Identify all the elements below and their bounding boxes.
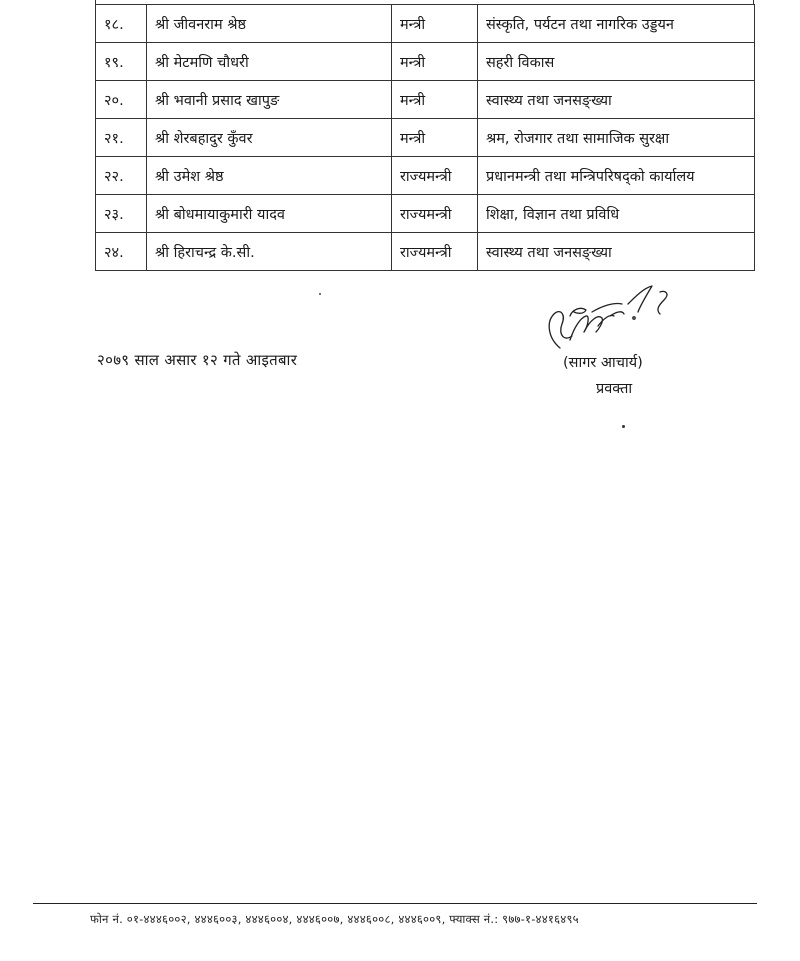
- ministry-name: श्रम, रोजगार तथा सामाजिक सुरक्षा: [478, 119, 755, 157]
- scan-speck: [622, 425, 625, 428]
- scan-speck: [319, 293, 321, 295]
- row-number: २४.: [96, 233, 147, 271]
- minister-name: श्री बोधमायाकुमारी यादव: [147, 195, 392, 233]
- signature-icon: [540, 280, 680, 360]
- footer-divider: [33, 903, 757, 904]
- table-row: [96, 5, 755, 43]
- signatory-title: प्रवक्ता: [596, 381, 633, 397]
- table-row: [96, 233, 755, 271]
- document-date: २०७९ साल असार १२ गते आइतबार: [97, 351, 298, 369]
- ministry-name: स्वास्थ्य तथा जनसङ्ख्या: [478, 81, 755, 119]
- table-row: [96, 195, 755, 233]
- row-number: २२.: [96, 157, 147, 195]
- ministry-name: सहरी विकास: [478, 43, 755, 81]
- minister-name: श्री मेटमणि चौधरी: [147, 43, 392, 81]
- minister-post: राज्यमन्त्री: [392, 233, 478, 271]
- row-number: १९.: [96, 43, 147, 81]
- table-row: [96, 119, 755, 157]
- row-number: १८.: [96, 5, 147, 43]
- minister-post: मन्त्री: [392, 81, 478, 119]
- table-row: [96, 81, 755, 119]
- minister-post: मन्त्री: [392, 43, 478, 81]
- minister-post: मन्त्री: [392, 5, 478, 43]
- minister-table: [95, 4, 755, 271]
- minister-name: श्री शेरबहादुर कुँवर: [147, 119, 392, 157]
- signatory-name: (सागर आचार्य): [563, 355, 643, 371]
- ministry-name: प्रधानमन्त्री तथा मन्त्रिपरिषद्को कार्यालय: [478, 157, 755, 195]
- row-number: २३.: [96, 195, 147, 233]
- table-row: [96, 157, 755, 195]
- ministry-name: स्वास्थ्य तथा जनसङ्ख्या: [478, 233, 755, 271]
- footer-contact: फोन नं. ०१-४४४६००२, ४४४६००३, ४४४६००४, ४४४६००७, ४४४६००८, ४४४६००९, फ्याक्स नं.: ९७७-१-४४१६४९५: [90, 912, 579, 926]
- row-number: २०.: [96, 81, 147, 119]
- minister-name: श्री भवानी प्रसाद खापुङ: [147, 81, 392, 119]
- minister-name: श्री उमेश श्रेष्ठ: [147, 157, 392, 195]
- ministry-name: संस्कृति, पर्यटन तथा नागरिक उड्डयन: [478, 5, 755, 43]
- minister-post: राज्यमन्त्री: [392, 157, 478, 195]
- table-row: [96, 43, 755, 81]
- minister-post: राज्यमन्त्री: [392, 195, 478, 233]
- minister-name: श्री हिराचन्द्र के.सी.: [147, 233, 392, 271]
- ministry-name: शिक्षा, विज्ञान तथा प्रविधि: [478, 195, 755, 233]
- minister-post: मन्त्री: [392, 119, 478, 157]
- minister-name: श्री जीवनराम श्रेष्ठ: [147, 5, 392, 43]
- row-number: २१.: [96, 119, 147, 157]
